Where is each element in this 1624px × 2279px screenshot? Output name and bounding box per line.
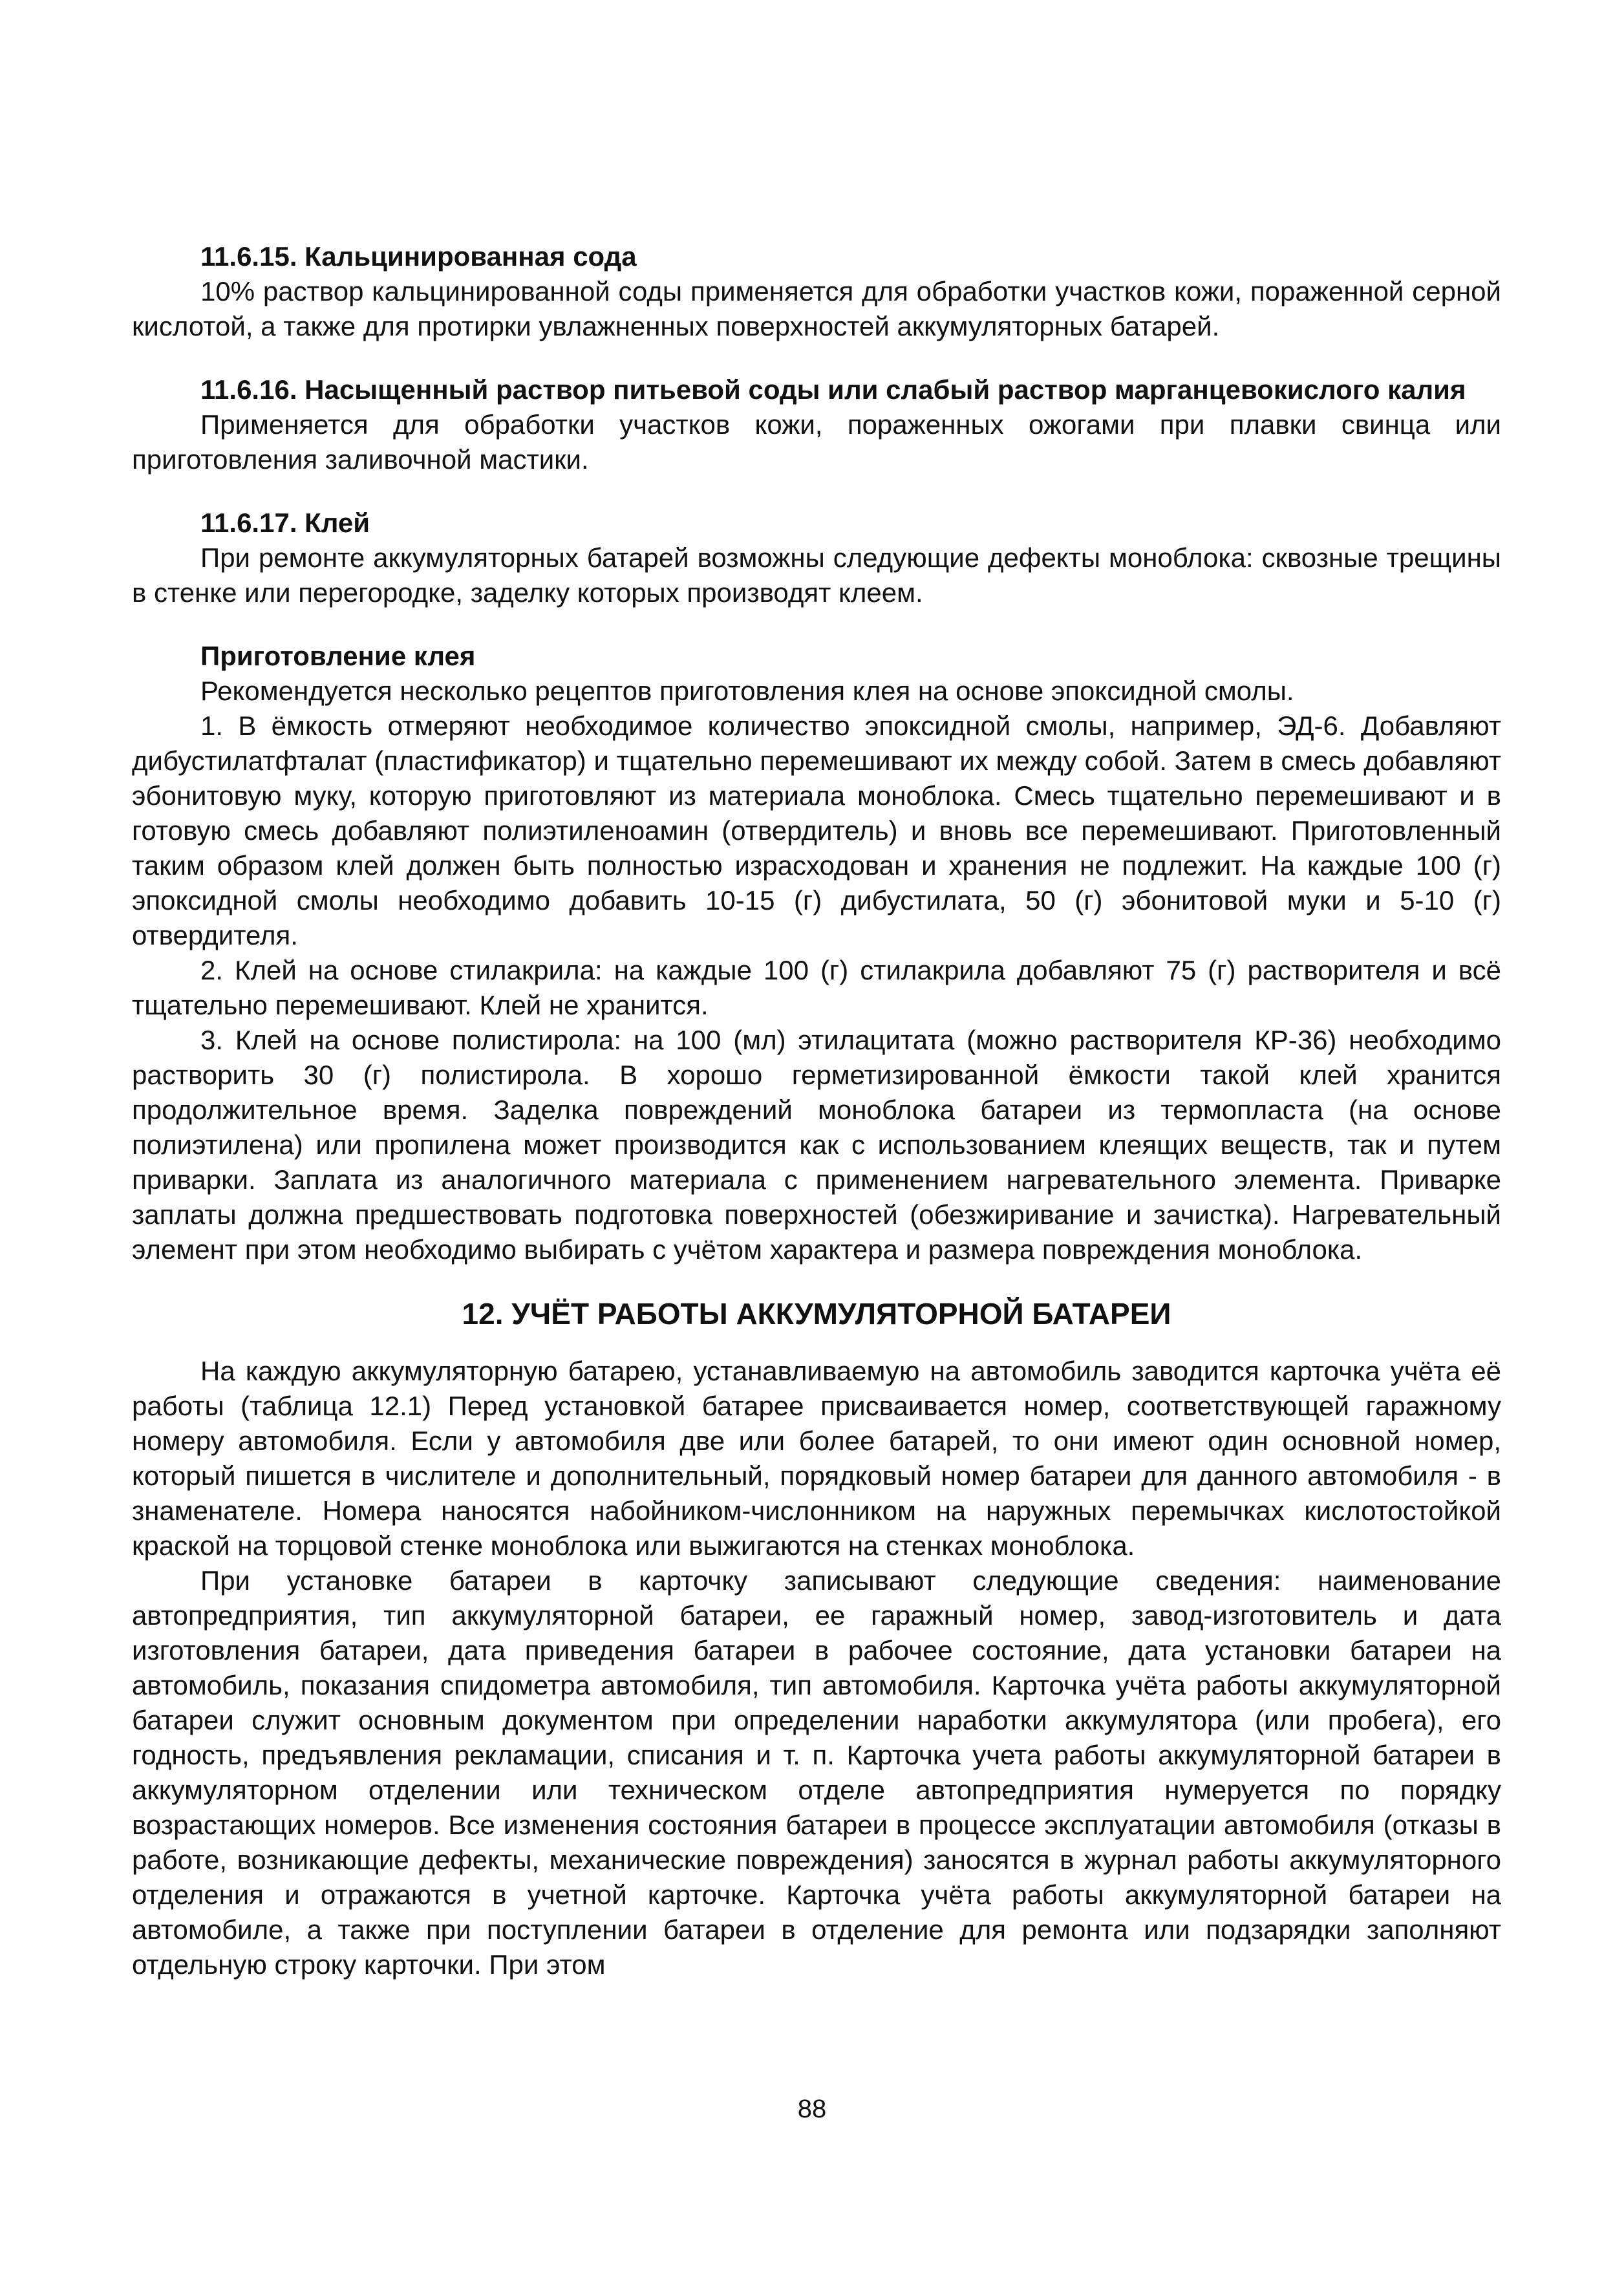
- section-paragraph: Применяется для обработки участков кожи, пораженных ожогами при плавки свинца или приготовления заливочной мастики.: [132, 409, 1501, 475]
- section-11-6-17: [132, 506, 1501, 610]
- glue-recipe-item: 2. Клей на основе стилакрила: на каждые 100 (г) стилакрила добавляют 75 (г) растворителя и всё тщательно перемешивают. Клей не хранится.: [132, 955, 1501, 1020]
- spacer: [132, 344, 1501, 372]
- glue-prep-heading: Приготовление клея: [200, 641, 476, 671]
- section-paragraph: 10% раствор кальцинированной соды применяется для обработки участков кожи, пораженной серной кислотой, а также для протирки увлажненных поверхностей аккумуляторных батарей.: [132, 276, 1501, 341]
- spacer: [132, 477, 1501, 506]
- chapter-paragraph: На каждую аккумуляторную батарею, устанавливаемую на автомобиль заводится карточка учёта её работы (таблица 12.1) Перед установкой батарее присваивается номер, соответствующей гаражному номеру автомобиля. Если у автомобиля две или более батарей, то они имеют один основной номер, который пишется в числителе и дополнительный, порядковый номер батареи для данного автомобиля - в знаменателе. Номера наносятся набойником-числонником на наружных перемычках кислотостойкой краской на торцовой стенке моноблока или выжигаются на стенках моноблока.: [132, 1356, 1501, 1561]
- glue-preparation: [132, 639, 1501, 1267]
- section-heading: 11.6.16. Насыщенный раствор питьевой соды или слабый раствор марганцевокислого калия: [200, 374, 1466, 405]
- chapter-12: [132, 1296, 1501, 1982]
- section-11-6-15: [132, 239, 1501, 344]
- glue-recipe-item: 3. Клей на основе полистирола: на 100 (мл) этилацитата (можно растворителя КР-36) необходимо растворить 30 (г) полистирола. В хорошо герметизированной ёмкости такой клей хранится продолжительное время. Заделка повреждений моноблока батареи из термопласта (на основе полиэтилена) или пропилена может производится как с использованием клеящих веществ, так и путем приварки. Заплата из аналогичного материала с применением нагревательного элемента. Приварке заплаты должна предшествовать подготовка поверхностей (обезжиривание и зачистка). Нагревательный элемент при этом необходимо выбирать с учётом характера и размера повреждения моноблока.: [132, 1025, 1501, 1265]
- spacer: [132, 1332, 1501, 1354]
- section-paragraph: При ремонте аккумуляторных батарей возможны следующие дефекты моноблока: сквозные трещины в стенке или перегородке, заделку которых производят клеем.: [132, 542, 1501, 608]
- page-content: [132, 239, 1501, 1982]
- page-number: 88: [797, 2095, 827, 2123]
- spacer: [132, 610, 1501, 639]
- section-heading: 11.6.17. Клей: [200, 508, 370, 538]
- section-heading: 11.6.15. Кальцинированная сода: [200, 241, 637, 272]
- section-11-6-16: [132, 372, 1501, 477]
- spacer: [132, 1267, 1501, 1296]
- glue-prep-intro: Рекомендуется несколько рецептов приготовления клея на основе эпоксидной смолы.: [200, 676, 1294, 706]
- chapter-title: 12. УЧЁТ РАБОТЫ АККУМУЛЯТОРНОЙ БАТАРЕИ: [462, 1297, 1171, 1331]
- chapter-paragraph: При установке батареи в карточку записывают следующие сведения: наименование автопредприятия, тип аккумуляторной батареи, ее гаражный номер, завод-изготовитель и дата изготовления батареи, дата приведения батареи в рабочее состояние, дата установки батареи на автомобиль, показания спидометра автомобиля, тип автомобиля. Карточка учёта работы аккумуляторной батареи служит основным документом при определении наработки аккумулятора (или пробега), его годность, предъявления рекламации, списания и т. п. Карточка учета работы аккумуляторной батареи в аккумуляторном отделении или техническом отделе автопредприятия нумеруется по порядку возрастающих номеров. Все изменения состояния батареи в процессе эксплуатации автомобиля (отказы в работе, возникающие дефекты, механические повреждения) заносятся в журнал работы аккумуляторного отделения и отражаются в учетной карточке. Карточка учёта работы аккумуляторной батареи на автомобиле, а также при поступлении батареи в отделение для ремонта или подзарядки заполняют отдельную строку карточки. При этом: [132, 1565, 1501, 1980]
- glue-recipe-item: 1. В ёмкость отмеряют необходимое количество эпоксидной смолы, например, ЭД-6. Добавляют дибустилатфталат (пластификатор) и тщательно перемешивают их между собой. Затем в смесь добавляют эбонитовую муку, которую приготовляют из материала моноблока. Смесь тщательно перемешивают и в готовую смесь добавляют полиэтиленоамин (отвердитель) и вновь все перемешивают. Приготовленный таким образом клей должен быть полностью израсходован и хранения не подлежит. На каждые 100 (г) эпоксидной смолы необходимо добавить 10-15 (г) дибустилата, 50 (г) эбонитовой муки и 5-10 (г) отвердителя.: [132, 711, 1501, 950]
